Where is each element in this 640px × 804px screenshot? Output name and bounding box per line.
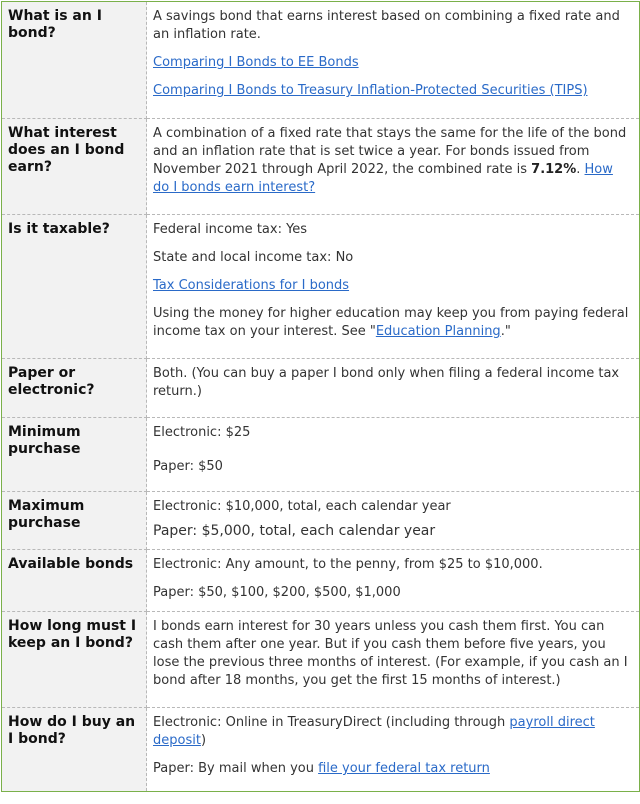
max-electronic-text: Electronic: $10,000, total, each calendar year (153, 499, 451, 514)
row-detail (147, 119, 640, 215)
row-heading: How long must I keep an I bond? (2, 612, 147, 708)
state-tax-text: State and local income tax: No (153, 250, 354, 265)
row-heading: Paper or electronic? (2, 359, 147, 418)
education-text: Using the money for higher education may keep you from paying federal income tax on your interest. See " (153, 306, 629, 339)
education-planning-link[interactable]: Education Planning (375, 324, 501, 339)
row-heading: How do I buy an I bond? (2, 708, 147, 792)
buy-electronic-text: Electronic: Online in TreasuryDirect (including through (153, 715, 510, 730)
row-detail (147, 2, 640, 119)
tax-considerations-link[interactable]: Tax Considerations for I bonds (153, 278, 350, 293)
table-row (2, 708, 640, 792)
paper-electronic-text: Both. (You can buy a paper I bond only when filing a federal income tax return.) (153, 366, 620, 399)
federal-tax-text: Federal income tax: Yes (153, 222, 308, 237)
payroll-direct-deposit-link[interactable]: payroll direct deposit (153, 715, 595, 748)
table-row (2, 359, 640, 418)
row-detail (147, 359, 640, 418)
interest-text: A combination of a fixed rate that stays the same for the life of the bond and an inflation rate that is set twice a year. For bonds issued from November 2021 through April 2022, the combined rate is (153, 126, 627, 177)
row-detail (147, 215, 640, 359)
row-heading: What is an I bond? (2, 2, 147, 119)
available-electronic-text: Electronic: Any amount, to the penny, from $25 to $10,000. (153, 557, 543, 572)
available-paper-text: Paper: $50, $100, $200, $500, $1,000 (153, 585, 401, 600)
row-heading: Is it taxable? (2, 215, 147, 359)
row-heading: Minimum purchase (2, 418, 147, 492)
row-heading: Maximum purchase (2, 492, 147, 550)
table-row (2, 612, 640, 708)
table-row (2, 215, 640, 359)
tips-comparison-link[interactable]: Comparing I Bonds to Treasury Inflation-Protected Securities (TIPS) (153, 83, 588, 98)
min-electronic-text: Electronic: $25 (153, 425, 251, 440)
table-row (2, 550, 640, 612)
row-detail (147, 492, 640, 550)
row-detail (147, 708, 640, 792)
row-heading: Available bonds (2, 550, 147, 612)
keep-duration-text: I bonds earn interest for 30 years unless you cash them first. You can cash them after one year. But if you cash them before five years, you lose the previous three months of interest. (For example, if you cash an I bond after 18 months, you get the first 15 months of interest.) (153, 619, 628, 688)
buy-electronic-text-end: ) (200, 733, 207, 748)
table-row (2, 418, 640, 492)
ee-bonds-comparison-link[interactable]: Comparing I Bonds to EE Bonds (153, 55, 359, 70)
max-paper-text: Paper: $5,000, total, each calendar year (153, 523, 436, 539)
education-text-end: ." (500, 324, 511, 339)
row-detail (147, 612, 640, 708)
table-row (2, 119, 640, 215)
table-row (2, 492, 640, 550)
row-detail (147, 550, 640, 612)
how-interest-link[interactable]: How do I bonds earn interest? (153, 162, 613, 195)
buy-paper-text: Paper: By mail when you (153, 761, 319, 776)
definition-text: A savings bond that earns interest based on combining a fixed rate and an inflation rate. (153, 9, 620, 42)
row-detail (147, 418, 640, 492)
table-row (2, 2, 640, 119)
combined-rate: 7.12% (531, 162, 577, 177)
i-bond-facts-table (1, 1, 640, 792)
min-paper-text: Paper: $50 (153, 459, 223, 474)
file-tax-return-link[interactable]: file your federal tax return (318, 761, 490, 776)
interest-text-end: . (576, 162, 585, 177)
row-heading: What interest does an I bond earn? (2, 119, 147, 215)
